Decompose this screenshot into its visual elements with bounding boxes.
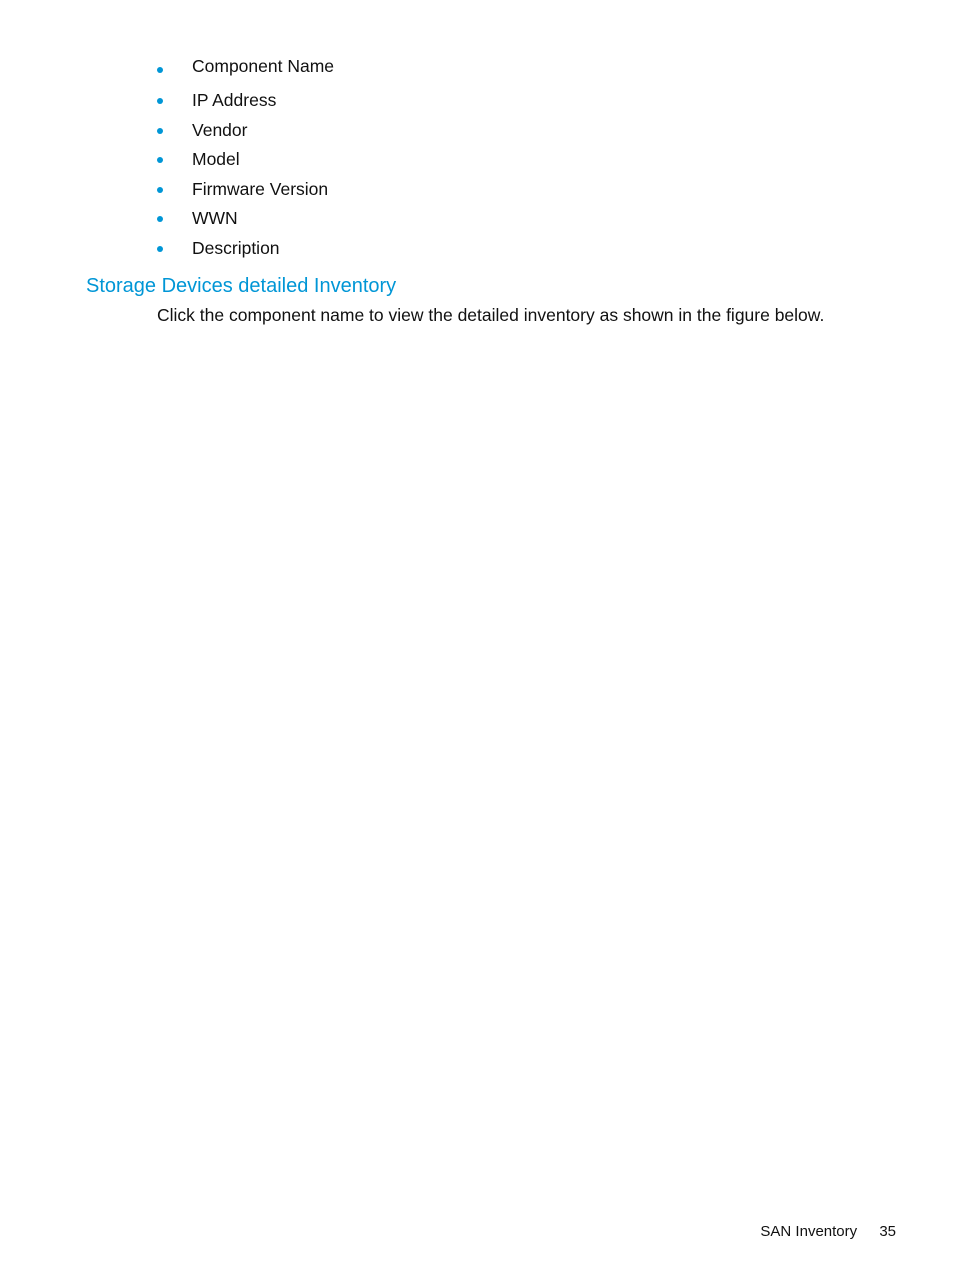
bullet-icon: [157, 246, 163, 252]
list-item-label: WWN: [192, 208, 238, 229]
list-item-label: IP Address: [192, 90, 277, 110]
page-number: 35: [879, 1223, 896, 1240]
list-item: [156, 116, 334, 146]
list-item: [156, 145, 334, 175]
bullet-icon: [157, 187, 163, 193]
bullet-icon: [157, 157, 163, 163]
list-item: [156, 175, 334, 205]
list-item-label: Component Name: [192, 56, 335, 76]
list-item-label: Vendor: [192, 119, 248, 140]
bullet-icon: [157, 67, 163, 73]
page-footer: [760, 1220, 896, 1244]
footer-section-name: SAN Inventory: [760, 1223, 858, 1240]
list-item-label: Description: [192, 237, 280, 258]
list-item: [156, 52, 334, 86]
body-paragraph: Click the component name to view the detailed inventory as shown in the figure below.: [157, 305, 825, 325]
list-item: [156, 234, 334, 264]
field-list: [156, 52, 334, 264]
section-heading: Storage Devices detailed Inventory: [86, 275, 397, 297]
list-item: [156, 86, 334, 116]
list-item: [156, 204, 334, 234]
bullet-icon: [157, 216, 163, 222]
list-item-label: Model: [192, 149, 240, 170]
bullet-icon: [157, 98, 163, 104]
bullet-icon: [157, 128, 163, 134]
list-item-label: Firmware Version: [192, 178, 329, 199]
